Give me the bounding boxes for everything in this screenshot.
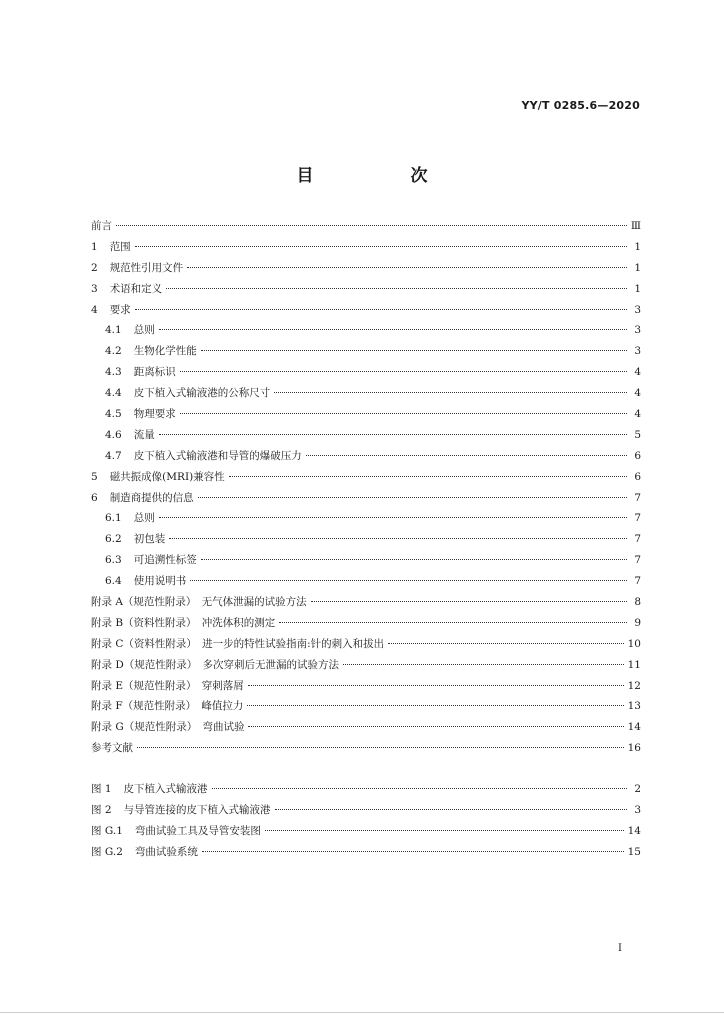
toc-entries: [91, 216, 641, 759]
toc-entry-label: 附录 B（资料性附录） 冲洗体积的测定: [91, 616, 276, 629]
toc-entry[interactable]: [91, 362, 641, 383]
toc-entry-number: 4.5: [105, 408, 122, 421]
dot-leader: [247, 705, 623, 706]
toc-entry-page: 4: [634, 387, 641, 400]
toc-entry-page: 3: [634, 324, 641, 337]
toc-entry-page: 12: [627, 679, 641, 692]
toc-entry-number: 3: [91, 282, 98, 295]
toc-entry-page: 1: [634, 282, 641, 295]
toc-entry-label: 附录 G（规范性附录） 弯曲试验: [91, 721, 245, 734]
toc-entry-page: 2: [634, 783, 641, 796]
toc-entry[interactable]: [91, 529, 641, 550]
figure-list: [91, 779, 641, 863]
toc-entry-page: 9: [634, 616, 641, 629]
toc-entry[interactable]: [91, 300, 641, 321]
toc-entry[interactable]: [91, 592, 641, 613]
toc-entry-number: 4.2: [105, 345, 122, 358]
figure-entry[interactable]: [91, 779, 641, 800]
toc-entry-number: 图 G.2: [91, 845, 123, 858]
toc-entry-page: 14: [627, 824, 641, 837]
toc-entry-label: 距离标识: [133, 366, 176, 379]
toc-entry[interactable]: [91, 425, 641, 446]
toc-entry-page: 3: [634, 345, 641, 358]
toc-entry-number: 6: [91, 491, 98, 504]
figure-entry[interactable]: [91, 800, 641, 821]
toc-entry[interactable]: [91, 237, 641, 258]
toc-entry-page: 13: [627, 700, 641, 713]
standard-code: YY/T 0285.6—2020: [521, 99, 640, 112]
toc-entry-page: 3: [634, 303, 641, 316]
toc-entry-page: 3: [634, 804, 641, 817]
toc-entry[interactable]: [91, 655, 641, 676]
toc-entry-label: 附录 F（规范性附录） 峰值拉力: [91, 700, 244, 713]
toc-entry-number: 1: [91, 240, 98, 253]
toc-entry[interactable]: [91, 383, 641, 404]
dot-leader: [343, 664, 624, 665]
toc-entry[interactable]: [91, 341, 641, 362]
toc-entry-page: 7: [634, 491, 641, 504]
toc-entry-label: 物理要求: [133, 408, 176, 421]
dot-leader: [275, 809, 627, 810]
dot-leader: [201, 559, 627, 560]
section-gap: [91, 759, 641, 779]
dot-leader: [248, 726, 623, 727]
figure-entry[interactable]: [91, 842, 641, 863]
toc-entry[interactable]: [91, 508, 641, 529]
dot-leader: [159, 517, 627, 518]
toc-entry-number: 2: [91, 261, 98, 274]
toc-entry-page: 1: [634, 240, 641, 253]
toc-entry-number: 6.1: [105, 512, 122, 525]
toc-entry[interactable]: [91, 320, 641, 341]
toc-entry[interactable]: [91, 279, 641, 300]
toc-entry-number: 图 G.1: [91, 824, 123, 837]
toc-entry[interactable]: [91, 696, 641, 717]
toc-entry-label: 附录 A（规范性附录） 无气体泄漏的试验方法: [91, 596, 307, 609]
toc-entry-number: 4: [91, 303, 98, 316]
toc-entry-label: 附录 E（规范性附录） 穿刺落屑: [91, 679, 244, 692]
dot-leader: [180, 371, 627, 372]
dot-leader: [135, 246, 627, 247]
dot-leader: [190, 580, 627, 581]
toc-entry-page: 6: [634, 449, 641, 462]
toc-entry-label: 前言: [91, 220, 112, 232]
toc-entry[interactable]: [91, 738, 641, 759]
toc-entry-label: 可追溯性标签: [133, 554, 197, 567]
dot-leader: [212, 788, 627, 789]
toc-entry-label: 皮下植入式输液港和导管的爆破压力: [133, 449, 302, 462]
dot-leader: [187, 267, 627, 268]
toc-entry-page: 7: [634, 533, 641, 546]
toc-entry-number: 图 1: [91, 783, 112, 796]
dot-leader: [202, 851, 624, 852]
dot-leader: [116, 225, 627, 226]
dot-leader: [279, 622, 627, 623]
toc-entry-label: 总则: [133, 324, 155, 337]
toc-entry-label: 范围: [109, 240, 131, 253]
toc-entry-number: 4.4: [105, 387, 122, 400]
toc-entry[interactable]: [91, 676, 641, 697]
dot-leader: [169, 538, 627, 539]
toc-entry-label: 术语和定义: [109, 282, 163, 295]
figure-entry[interactable]: [91, 821, 641, 842]
toc-entry-page: 14: [627, 721, 641, 734]
toc-entry-number: 6.2: [105, 533, 122, 546]
toc-entry-label: 初包装: [133, 533, 166, 546]
toc-entry[interactable]: [91, 550, 641, 571]
dot-leader: [274, 392, 627, 393]
dot-leader: [306, 455, 627, 456]
dot-leader: [159, 329, 627, 330]
page-bottom-rule: [0, 1012, 724, 1013]
dot-leader: [159, 434, 627, 435]
toc-entry-label: 附录 D（规范性附录） 多次穿刺后无泄漏的试验方法: [91, 658, 340, 671]
toc-entry-page: 4: [634, 366, 641, 379]
toc-entry-label: 要求: [109, 303, 131, 316]
toc-entry[interactable]: [91, 404, 641, 425]
toc-entry-page: Ⅲ: [630, 220, 641, 232]
toc-entry-number: 图 2: [91, 804, 112, 817]
toc-entry-page: 1: [634, 261, 641, 274]
toc-entry-page: 7: [634, 512, 641, 525]
dot-leader: [388, 643, 623, 644]
toc-entry-label: 附录 C（资料性附录） 进一步的特性试验指南:针的刺入和拔出: [91, 637, 385, 650]
page-title: 目 次: [296, 166, 468, 186]
toc-entry[interactable]: [91, 258, 641, 279]
toc-entry[interactable]: [91, 216, 641, 237]
toc-entry-number: 4.1: [105, 324, 122, 337]
table-of-contents: [91, 216, 641, 863]
toc-entry-page: 7: [634, 554, 641, 567]
page-number: I: [618, 943, 622, 954]
toc-entry[interactable]: [91, 467, 641, 488]
toc-entry-page: 4: [634, 408, 641, 421]
toc-entry-page: 8: [634, 596, 641, 609]
toc-entry-page: 16: [627, 742, 641, 755]
toc-entry[interactable]: [91, 571, 641, 592]
toc-entry-label: 流量: [133, 428, 155, 441]
toc-entry-label: 参考文献: [91, 742, 133, 755]
toc-entry-label: 弯曲试验工具及导管安装图: [134, 824, 261, 837]
toc-entry-number: 5: [91, 470, 98, 483]
dot-leader: [201, 350, 627, 351]
toc-entry-number: 4.3: [105, 366, 122, 379]
toc-entry-page: 7: [634, 575, 641, 588]
toc-entry-number: 6.3: [105, 554, 122, 567]
toc-entry[interactable]: [91, 488, 641, 509]
toc-entry-label: 规范性引用文件: [109, 261, 184, 274]
toc-entry-number: 6.4: [105, 575, 122, 588]
toc-entry-page: 5: [634, 428, 641, 441]
toc-entry-label: 使用说明书: [133, 575, 187, 588]
dot-leader: [311, 601, 627, 602]
toc-entry-page: 10: [627, 637, 641, 650]
dot-leader: [265, 830, 624, 831]
toc-entry-number: 4.7: [105, 449, 122, 462]
toc-entry-page: 15: [627, 845, 641, 858]
toc-entry[interactable]: [91, 717, 641, 738]
toc-entry-label: 制造商提供的信息: [109, 491, 194, 504]
dot-leader: [229, 476, 627, 477]
toc-entry[interactable]: [91, 634, 641, 655]
toc-entry[interactable]: [91, 613, 641, 634]
toc-entry-page: 11: [627, 658, 641, 671]
toc-entry-label: 磁共振成像(MRI)兼容性: [109, 470, 225, 483]
dot-leader: [180, 413, 627, 414]
dot-leader: [135, 309, 627, 310]
toc-entry-label: 弯曲试验系统: [134, 845, 198, 858]
dot-leader: [166, 288, 627, 289]
toc-entry-label: 皮下植入式输液港: [123, 783, 208, 796]
toc-entry-page: 6: [634, 470, 641, 483]
toc-entry-label: 生物化学性能: [133, 345, 197, 358]
toc-entry[interactable]: [91, 446, 641, 467]
toc-entry-label: 总则: [133, 512, 155, 525]
toc-entry-number: 4.6: [105, 428, 122, 441]
dot-leader: [198, 497, 627, 498]
toc-entry-label: 与导管连接的皮下植入式输液港: [123, 804, 271, 817]
dot-leader: [248, 685, 624, 686]
dot-leader: [137, 747, 624, 748]
toc-entry-label: 皮下植入式输液港的公称尺寸: [133, 387, 271, 400]
